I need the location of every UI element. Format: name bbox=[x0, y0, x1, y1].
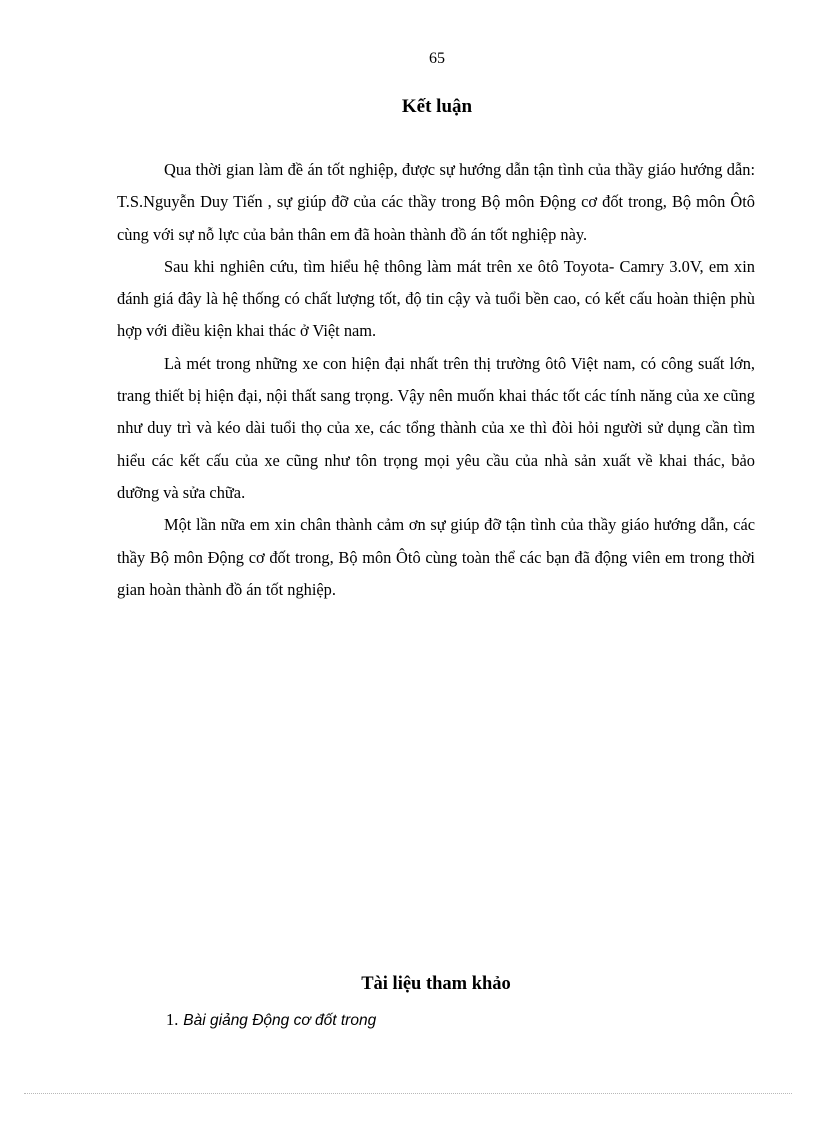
reference-title: Bài giảng Động cơ đốt trong bbox=[183, 1012, 377, 1029]
reference-number: 1. bbox=[166, 1010, 179, 1029]
conclusion-paragraph-3: Là mét trong những xe con hiện đại nhất trên thị trường ôtô Việt nam, có công suất lớn, trang thiết bị hiện đại, nội thất sang trọng. Vậy nên muốn khai thác tốt các tính năng của xe cũng như duy trì và kéo dài tuổi thọ của xe, các tổng thành của xe thì đòi hỏi người sử dụng cần tìm hiểu các kết cấu của xe cũng như tôn trọng mọi yêu cầu của nhà sản xuất về khai thác, bảo dưỡng và sửa chữa. bbox=[117, 353, 755, 502]
conclusion-title: Kết luận bbox=[401, 96, 473, 117]
reference-item bbox=[166, 1010, 376, 1030]
conclusion-paragraph-2: Sau khi nghiên cứu, tìm hiểu hệ thông làm mát trên xe ôtô Toyota- Camry 3.0V, em xin đánh giá đây là hệ thống có chất lượng tốt, độ tin cậy và tuổi bền cao, có kết cấu hoàn thiện phù hợp với điều kiện khai thác ở Việt nam. bbox=[117, 256, 755, 341]
conclusion-body bbox=[117, 154, 755, 606]
references-title: Tài liệu tham khảo bbox=[361, 974, 511, 994]
page-bottom-divider bbox=[24, 1093, 792, 1094]
references-list bbox=[166, 1010, 376, 1030]
page-number bbox=[0, 50, 816, 68]
conclusion-paragraph-4: Một lần nữa em xin chân thành cảm ơn sự giúp đỡ tận tình của thầy giáo hướng dẫn, các thầy Bộ môn Động cơ đốt trong, Bộ môn Ôtô cùng toàn thể các bạn đã động viên em trong thời gian hoàn thành đồ án tốt nghiệp. bbox=[117, 515, 755, 599]
page-number-text: 65 bbox=[429, 50, 445, 67]
conclusion-paragraph-1: Qua thời gian làm đề án tốt nghiệp, được sự hướng dẫn tận tình của thầy giáo hướng dẫn: T.S.Nguyễn Duy Tiến , sự giúp đỡ của các thầy trong Bộ môn Động cơ đốt trong, Bộ môn Ôtô cùng với sự nỗ lực của bản thân em đã hoàn thành đồ án tốt nghiệp này. bbox=[117, 160, 755, 244]
